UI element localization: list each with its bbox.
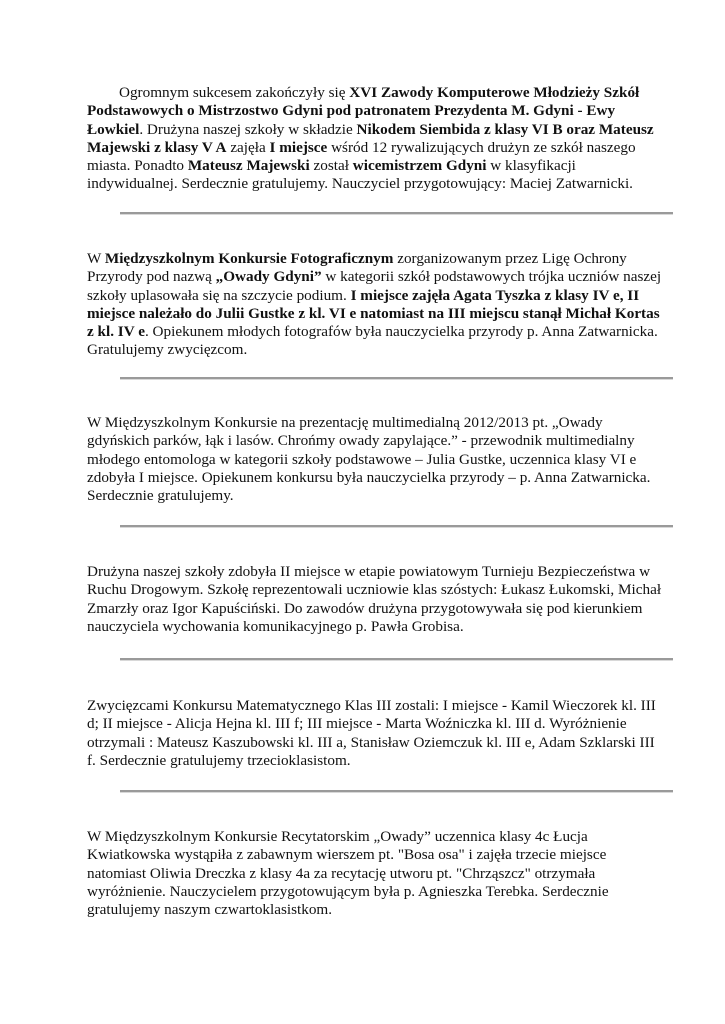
news-item-computer-contest [87,84,677,194]
text-run: Ogromnym sukcesem zakończyły się [119,84,350,101]
text-run: Kwiatkowska wystąpiła z zabawnym wierszem pt. "Bosa osa" i zajęła trzecie miejsce [87,846,607,864]
separator-line [120,525,673,528]
text-run: otrzymali : Mateusz Kaszubowski kl. III a, Stanisław Oziemczuk kl. III e, Adam Szklarski III [87,733,655,751]
text-run: Serdecznie gratulujemy. [87,487,234,505]
text-line [87,121,677,139]
text-line [87,84,677,102]
text-line [87,287,677,305]
bold-text: I miejsce zajęła Agata Tyszka z klasy IV e, II [350,286,640,304]
text-line [87,846,677,864]
text-run: W Międzyszkolnym Konkursie Recytatorskim „Owady” uczennica klasy 4c Łucja [87,828,588,845]
text-line [87,563,677,581]
text-run: . Drużyna naszej szkoły w składzie [139,120,357,138]
bold-text: XVI Zawody Komputerowe Młodzieży Szkół [349,84,640,101]
text-line [87,618,677,636]
text-run: Zmarzły oraz Igor Kapuściński. Do zawodów drużyna przygotowywała się pod kierunkiem [87,599,643,617]
text-run: f. Serdecznie gratulujemy trzecioklasistom. [87,751,351,769]
text-run: gdyńskich parków, łąk i lasów. Chrońmy owady zapylające.” - przewodnik multimedialny [87,432,635,450]
text-run: d; II miejsce - Alicja Hejna kl. III f; III miejsce - Marta Woźniczka kl. III d. Wyróżnienie [87,715,627,733]
bold-text: Podstawowych o Mistrzostwo Gdyni pod patronatem Prezydenta M. Gdyni - Ewy [87,102,616,120]
text-run: miasta. Ponadto [87,157,188,175]
bold-text: Mateusz Majewski [187,157,310,175]
bold-text: Międzyszkolnym Konkursie Fotograficznym [104,250,394,267]
text-line [87,487,677,505]
text-line [87,305,677,323]
text-line [87,865,677,883]
text-run: Zwycięzcami Konkursu Matematycznego Klas III zostali: I miejsce - Kamil Wieczorek kl. III [87,697,656,714]
text-run: wśród 12 rywalizujących drużyn ze szkół naszego [327,138,636,156]
text-run: w kategorii szkół podstawowych trójka uczniów naszej [321,268,662,286]
text-line [87,901,677,919]
text-run: Ruchu Drogowym. Szkołę reprezentowali uczniowie klas szóstych: Łukasz Łukomski, Michał [87,581,662,599]
text-run: gratulujemy naszym czwartoklasistkom. [87,901,333,919]
text-line [87,432,677,450]
text-run: Drużyna naszej szkoły zdobyła II miejsce w etapie powiatowym Turnieju Bezpieczeństwa w [87,563,651,580]
text-line [87,323,677,341]
text-run: zajęła [226,138,270,156]
text-run: W Międzyszkolnym Konkursie na prezentację multimedialną 2012/2013 pt. „Owady [87,414,603,431]
text-line [87,828,677,846]
text-run: Przyrody pod nazwą [87,268,216,286]
text-line [87,697,677,715]
text-line [87,734,677,752]
bold-text: „Owady Gdyni” [215,268,322,286]
text-line [87,451,677,469]
text-line [87,715,677,733]
bold-text: miejsce należało do Julii Gustke z kl. VI e natomiast na III miejscu stanął Michał Kortas [87,304,660,322]
bold-text: I miejsce [269,138,328,156]
text-run: nauczyciela wychowania komunikacyjnego p. Pawła Grobisa. [87,617,464,635]
text-line [87,250,677,268]
text-run: natomiast Oliwia Dreczka z klasy 4a za recytację utworu pt. "Chrząszcz" otrzymała [87,864,596,882]
separator-line [120,377,673,380]
news-item-multimedia-contest [87,414,677,505]
bold-text: z kl. IV e [87,323,145,341]
separator-line [120,790,673,793]
text-line [87,469,677,487]
text-run: . Opiekunem młodych fotografów była nauczycielka przyrody p. Anna Zatwarnicka. [144,323,658,341]
separator-line [120,212,673,215]
text-line [87,268,677,286]
text-line [87,581,677,599]
text-run: w klasyfikacji [486,157,576,175]
text-run: młodego entomologa w kategorii szkoły podstawowe – Julia Gustke, uczennica klasy VI e [87,450,637,468]
bold-text: Łowkiel [87,120,140,138]
news-item-photo-contest [87,250,677,360]
news-item-road-safety-tournament [87,563,677,636]
text-line [87,883,677,901]
text-run: W [87,250,105,267]
text-run: zorganizowanym przez Ligę Ochrony [393,250,627,267]
text-line [87,752,677,770]
bold-text: Nikodem Siembida z klasy VI B oraz Mateusz [356,120,654,138]
text-line [87,600,677,618]
text-run: zdobyła I miejsce. Opiekunem konkursu była nauczycielka przyrody – p. Anna Zatwarnicka. [87,468,651,486]
news-item-math-contest [87,697,677,770]
bold-text: wicemistrzem Gdyni [352,157,487,175]
text-run: Gratulujemy zwycięzcom. [87,341,248,359]
text-run: szkoły uplasowała się na szczycie podium. [87,286,351,304]
bold-text: Majewski z klasy V A [87,138,227,156]
text-line [87,175,677,193]
text-run: został [309,157,353,175]
text-run: indywidualnej. Serdecznie gratulujemy. Nauczyciel przygotowujący: Maciej Zatwarnicki. [87,175,633,193]
text-line [87,414,677,432]
text-line [87,341,677,359]
news-item-recitation-contest [87,828,677,919]
text-line [87,139,677,157]
text-run: wyróżnienie. Nauczycielem przygotowującym była p. Agnieszka Terebka. Serdecznie [87,882,609,900]
text-line [87,102,677,120]
separator-line [120,658,673,661]
text-line [87,157,677,175]
